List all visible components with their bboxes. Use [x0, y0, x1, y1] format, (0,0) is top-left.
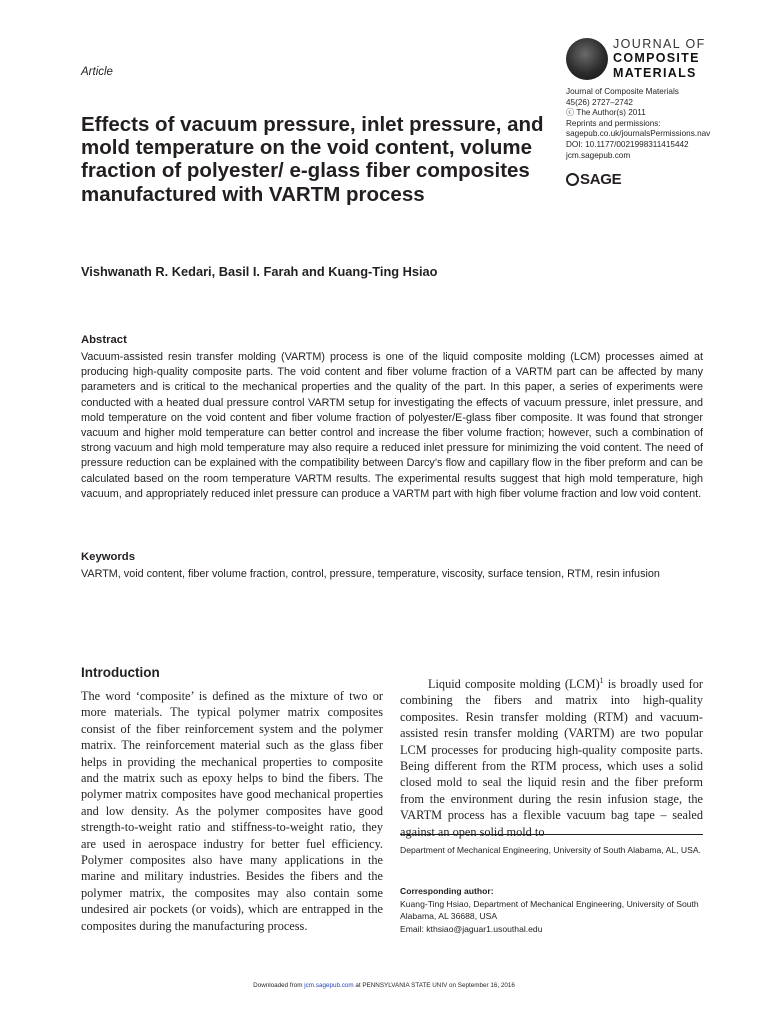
doi[interactable]: DOI: 10.1177/0021998311415442 [566, 139, 689, 149]
author-affiliation: Department of Mechanical Engineering, University of South Alabama, AL, USA. [400, 845, 701, 855]
introduction-right-column [400, 676, 703, 840]
corresponding-author-email[interactable]: Email: kthsiao@jaguar1.usouthal.edu [400, 923, 543, 934]
right-paragraph-rest: is broadly used for combining the fibers and matrix into high-quality composites. Resin transfer molding (RTM) and vacuum-assisted resin transfer molding (VARTM) are two popular LCM processes for producing high-quality composite parts. Being different from the RTM process, which uses a solid closed mold to seal the liquid resin and the fiber preform from the environment during the resin infusion stage, the VARTM process has a flexible vacuum bag tape – sealed against an open solid mold to [400, 677, 703, 839]
journal-info-block [566, 87, 710, 161]
journal-site-link[interactable]: jcm.sagepub.com [566, 150, 631, 160]
globe-logo-icon [566, 38, 608, 80]
keywords-text: VARTM, void content, fiber volume fraction, control, pressure, temperature, viscosity, surface tension, RTM, resin infusion [81, 568, 660, 580]
corresponding-author-details [400, 898, 705, 935]
journal-volume: 45(26) 2727–2742 [566, 97, 633, 107]
publisher-name: SAGE [580, 171, 622, 188]
journal-logo-line1: JOURNAL OF [613, 37, 706, 51]
reprints-label: Reprints and permissions: [566, 118, 661, 128]
introduction-heading: Introduction [81, 665, 160, 680]
journal-logo-line3: MATERIALS [613, 66, 697, 80]
copyright-notice: ⓒ The Author(s) 2011 [566, 108, 646, 118]
introduction-left-column: The word ‘composite’ is defined as the mixture of two or more materials. The typical polymer matrix composites consist of the fiber reinforcement system and the polymer matrix. The reinforcement material such as the glass fiber helps in providing the mechanical properties to composite and the matrix such as epoxy helps to bind the fibers. The polymer matrix composites have good mechanical properties and low density. As the polymer composites have good strength-to-weight ratio and stiffness-to-weight ratio, they are used in aerospace industry for better fuel efficiency. Polymer composites also have many applications in the marine and military industries. Besides the fibers and the polymer matrix, the composites may also contain some undesired air pockets (or voids), which are entrapped in the composites during the manufacturing process. [81, 689, 383, 933]
corresponding-author-heading: Corresponding author: [400, 886, 494, 896]
journal-logo-line2: COMPOSITE [613, 51, 700, 65]
journal-name: Journal of Composite Materials [566, 87, 679, 96]
corresponding-author-address: Kuang-Ting Hsiao, Department of Mechanical Engineering, University of South Alabama, AL 36688, USA [400, 899, 699, 922]
footnote-divider [400, 834, 703, 835]
abstract-text: Vacuum-assisted resin transfer molding (VARTM) process is one of the liquid composite molding (LCM) processes aimed at producing high-quality composite parts. The void content and fiber volume fraction of a VARTM part can be affected by many parameters and is critical to the mechanical properties and the quality of the part. In this paper, a series of experiments were conducted with a heated dual pressure control VARTM setup for investigating the effects of vacuum pressure, inlet pressure, and mold temperature on the void content and fiber volume fraction of polyester/E-glass fiber composite. It was found that stronger vacuum and higher mold temperature can better control and increase the fiber volume fraction; however, such a combination of strong vacuum and high mold temperature may also require a reduced inlet pressure for minimizing the void content. The need of pressure reduction can be explained with the compatibility between Darcy’s flow and capillary flow in the fiber preform and can be calculated based on the room temperature VARTM results. The experimental results suggest that high mold temperature, high vacuum, and appropriately reduced inlet pressure can produce a VARTM part with high fiber volume fraction and low void content. [81, 351, 703, 500]
download-link[interactable]: jcm.sagepub.com [304, 982, 354, 989]
download-prefix: Downloaded from [253, 982, 305, 989]
abstract-heading: Abstract [81, 334, 127, 346]
permissions-link[interactable]: sagepub.co.uk/journalsPermissions.nav [566, 129, 711, 139]
right-paragraph-start: Liquid composite molding (LCM) [428, 677, 600, 691]
author-list: Vishwanath R. Kedari, Basil I. Farah and Kuang-Ting Hsiao [81, 264, 438, 279]
download-suffix: at PENNSYLVANIA STATE UNIV on September 16, 2016 [353, 982, 515, 989]
download-notice [0, 982, 768, 989]
paper-title: Effects of vacuum pressure, inlet pressure, and mold temperature on the void content, volume fraction of polyester/ e-glass fiber composites manufactured with VARTM process [81, 113, 544, 206]
keywords-heading: Keywords [81, 551, 135, 563]
journal-logo [566, 37, 716, 83]
sage-mark-icon [566, 173, 579, 186]
sage-logo [566, 171, 621, 188]
article-type-label: Article [81, 66, 113, 78]
citation-ref-1[interactable]: 1 [599, 675, 604, 685]
